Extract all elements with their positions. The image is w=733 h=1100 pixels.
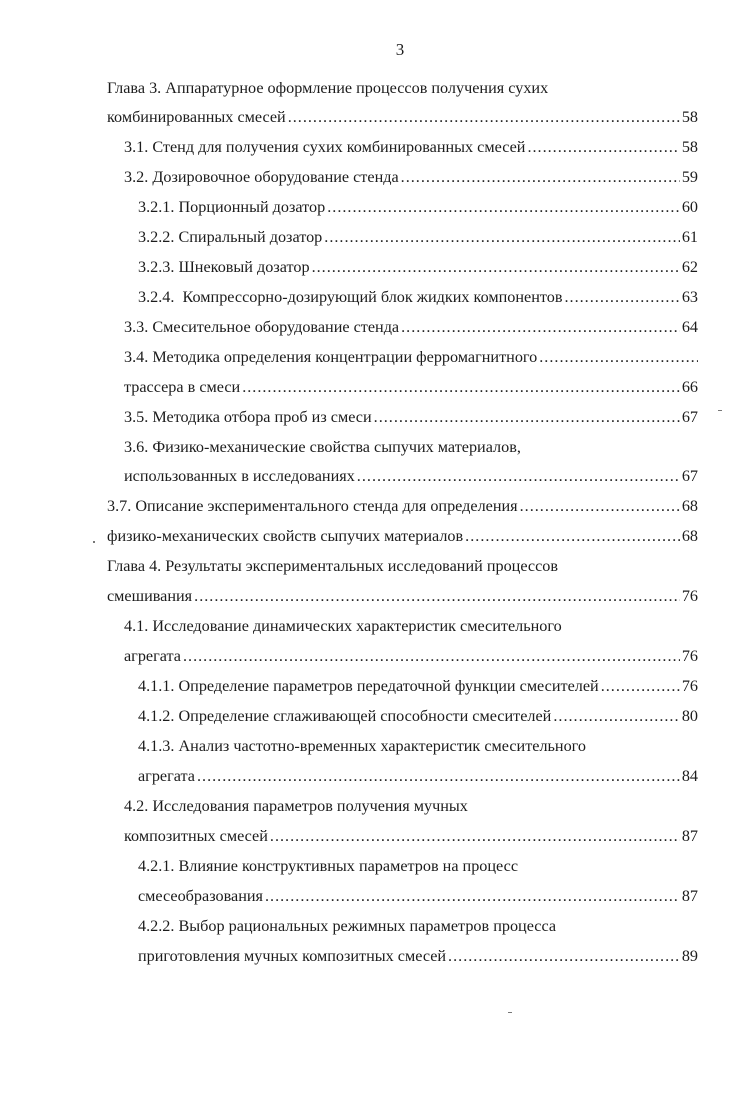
toc-page-number: 76 (681, 647, 698, 665)
toc-entry-title: 3.5. Методика отбора проб из смеси (124, 408, 372, 426)
toc-entry-title: композитных смесей (124, 827, 268, 845)
toc-page-number: 60 (681, 198, 698, 216)
scan-speck (93, 541, 95, 543)
toc-entry-4-2-2 (138, 946, 698, 966)
leader-dots (401, 167, 680, 187)
leader-dots (465, 526, 680, 546)
toc-page-number: 64 (681, 318, 698, 336)
toc-entry-3-2-1 (138, 197, 698, 217)
scan-speck (508, 1012, 512, 1013)
leader-dots (183, 646, 680, 666)
toc-entry-4-1-line-1: 4.1. Исследование динамических характеристик смесительного (124, 617, 562, 635)
toc-entry-3-3 (124, 317, 698, 337)
toc-entry-4-2-2-line-1: 4.2.2. Выбор рациональных режимных параметров процесса (138, 917, 557, 935)
leader-dots (312, 257, 680, 277)
toc-entry-3-2-3 (138, 257, 698, 277)
toc-entry-title: 4.1.2. Определение сглаживающей способности смесителей (138, 707, 552, 725)
toc-entry-title: 3.2.2. Спиральный дозатор (138, 228, 323, 246)
toc-entry-4-2-1-line-1: 4.2.1. Влияние конструктивных параметров на процесс (138, 857, 519, 875)
toc-entry-3-4-line-1 (124, 347, 700, 367)
toc-page-number: 84 (681, 767, 698, 785)
toc-entry-4-2 (124, 826, 698, 846)
toc-page-number: 87 (681, 887, 698, 905)
toc-page-number: 62 (681, 258, 698, 276)
leader-dots (288, 107, 680, 127)
toc-page-number: 80 (681, 707, 698, 725)
scan-speck (718, 410, 722, 411)
toc-entry-4-2-line-1: 4.2. Исследования параметров получения мучных (124, 797, 468, 815)
toc-page-number: 58 (681, 108, 698, 126)
toc-entry-4-1-2 (138, 706, 698, 726)
toc-entry-4-1-3-line-1: 4.1.3. Анализ частотно-временных характеристик смесительного (138, 737, 587, 755)
toc-page-number: 66 (681, 378, 698, 396)
toc-entry-title: агрегата (138, 767, 195, 785)
toc-entry-title: 3.2.1. Порционный дозатор (138, 198, 326, 216)
toc-page-number: 87 (681, 827, 698, 845)
leader-dots (324, 227, 680, 247)
toc-entry-title: 3.2.3. Шнековый дозатор (138, 258, 310, 276)
toc-entry-title: агрегата (124, 647, 181, 665)
toc-entry-title: приготовления мучных композитных смесей (138, 947, 447, 965)
toc-page-number: 67 (681, 408, 698, 426)
toc-entry-chapter-3-line-1: Глава 3. Аппаратурное оформление процессов получения сухих (107, 79, 549, 97)
toc-entry-4-1 (124, 646, 698, 666)
toc-page-number: 59 (681, 168, 698, 186)
toc-entry-title: смешивания (107, 587, 193, 605)
toc-entry-title: 3.1. Стенд для получения сухих комбинированных смесей (124, 138, 526, 156)
toc-entry-title: физико-механических свойств сыпучих материалов (107, 527, 464, 545)
page-number: 3 (395, 40, 405, 59)
leader-dots (270, 826, 680, 846)
toc-entry-3-2 (124, 167, 698, 187)
toc-entry-3-6-line-1: 3.6. Физико-механические свойства сыпучих материалов, (124, 438, 521, 456)
toc-entry-title: смесеобразования (138, 887, 263, 905)
toc-page-number: 76 (681, 677, 698, 695)
toc-entry-title: 3.2.4. Компрессорно-дозирующий блок жидких компонентов (138, 288, 563, 306)
toc-entry-title: трассера в смеси (124, 378, 241, 396)
toc-page-number: 58 (681, 138, 698, 156)
leader-dots (448, 946, 680, 966)
toc-entry-chapter-4-line-1: Глава 4. Результаты экспериментальных исследований процессов (107, 557, 559, 575)
toc-entry-4-1-3 (138, 766, 698, 786)
toc-page-number: 63 (681, 288, 698, 306)
leader-dots (357, 466, 680, 486)
toc-page-number: 68 (681, 497, 698, 515)
toc-entry-3-4 (124, 377, 698, 397)
toc-entry-3-2-2 (138, 227, 698, 247)
leader-dots (327, 197, 680, 217)
leader-dots (564, 287, 679, 307)
toc-entry-title: комбинированных смесей (107, 108, 286, 126)
toc-entry-title: 3.2. Дозировочное оборудование стенда (124, 168, 399, 186)
toc-entry-3-7-continuation (107, 526, 698, 546)
toc-entry-title: 4.1.1. Определение параметров передаточной функции смесителей (138, 677, 599, 695)
toc-entry-chapter-4 (107, 586, 698, 606)
leader-dots (601, 676, 680, 696)
leader-dots (242, 377, 680, 397)
leader-dots (520, 496, 680, 516)
leader-dots (539, 347, 698, 367)
toc-entry-3-7 (107, 496, 698, 516)
leader-dots (374, 407, 680, 427)
toc-entry-3-2-4 (138, 287, 698, 307)
toc-page-number: 67 (681, 467, 698, 485)
leader-dots (401, 317, 680, 337)
leader-dots (553, 706, 679, 726)
leader-dots (194, 586, 680, 606)
toc-entry-title: 3.3. Смесительное оборудование стенда (124, 318, 400, 336)
toc-page-number: 68 (681, 527, 698, 545)
toc-entry-title: 3.7. Описание экспериментального стенда для определения (107, 497, 518, 515)
toc-page-number: 76 (681, 587, 698, 605)
toc-entry-4-1-1 (138, 676, 698, 696)
toc-entry-3-6 (124, 466, 698, 486)
toc-entry-3-5 (124, 407, 698, 427)
toc-entry-chapter-3 (107, 107, 698, 127)
leader-dots (197, 766, 680, 786)
toc-entry-3-1 (124, 137, 698, 157)
toc-entry-4-2-1 (138, 886, 698, 906)
toc-page-number: 89 (681, 947, 698, 965)
leader-dots (265, 886, 680, 906)
toc-entry-title: использованных в исследованиях (124, 467, 355, 485)
toc-page-number: 61 (681, 228, 698, 246)
toc-entry-title: 3.4. Методика определения концентрации ферромагнитного (124, 348, 538, 366)
leader-dots (527, 137, 679, 157)
